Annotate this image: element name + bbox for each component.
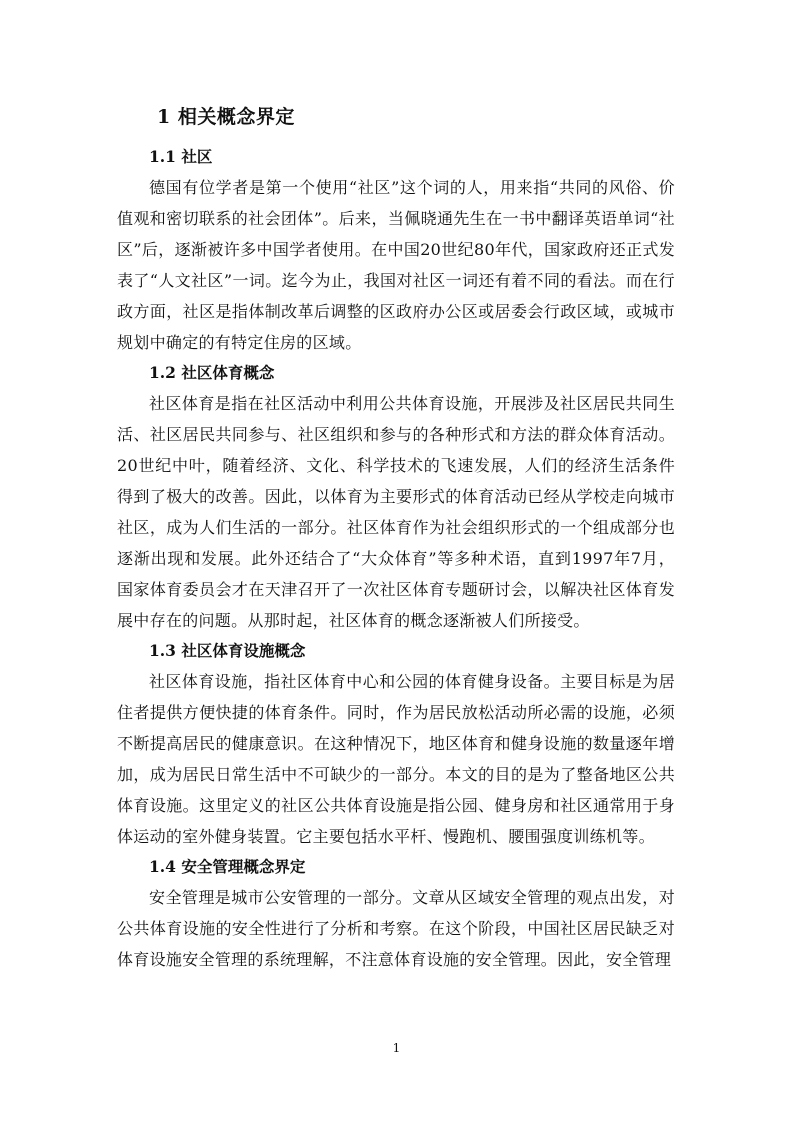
section-heading: 1.1 社区: [149, 147, 213, 166]
section-1-1: [117, 142, 675, 358]
section-1-2: [117, 358, 675, 636]
section-paragraph: 社区体育设施，指社区体育中心和公园的体育健身设备。主要目标是为居住者提供方便快捷的体育条件。同时，作为居民放松活动所必需的设施，必须不断提高居民的健康意识。在这种情况下，地区体育和健身设施的数量逐年增加，成为居民日常生活中不可缺少的一部分。本文的目的是为了整备地区公共体育设施。这里定义的社区公共体育设施是指公园、健身房和社区通常用于身体运动的室外健身装置。它主要包括水平杆、慢跑机、腰围强度训练机等。: [117, 672, 675, 846]
section-heading: 1.3 社区体育设施概念: [149, 641, 306, 660]
section-paragraph: 社区体育是指在社区活动中利用公共体育设施，开展涉及社区居民共同生活、社区居民共同参与、社区组织和参与的各种形式和方法的群众体育活动。20世纪中叶，随着经济、文化、科学技术的飞速发展，人们的经济生活条件得到了极大的改善。因此，以体育为主要形式的体育活动已经从学校走向城市社区，成为人们生活的一部分。社区体育作为社会组织形式的一个组成部分也逐渐出现和发展。此外还结合了“大众体育”等多种术语，直到1997年7月，国家体育委员会才在天津召开了一次社区体育专题研讨会，以解决社区体育发展中存在的问题。从那时起，社区体育的概念逐渐被人们所接受。: [117, 394, 675, 630]
page-number: 1: [392, 1041, 401, 1055]
section-paragraph: 安全管理是城市公安管理的一部分。文章从区域安全管理的观点出发，对公共体育设施的安全性进行了分析和考察。在这个阶段，中国社区居民缺乏对体育设施安全管理的系统理解，不注意体育设施的安全管理。因此，安全管理: [117, 888, 675, 969]
section-1-3: [117, 636, 675, 852]
section-heading: 1.2 社区体育概念: [149, 363, 275, 382]
chapter-title: 1 相关概念界定: [157, 106, 295, 128]
page-content: [117, 100, 675, 975]
section-1-4: [117, 852, 675, 975]
section-paragraph: 德国有位学者是第一个使用“社区”这个词的人，用来指“共同的风俗、价值观和密切联系的社会团体”。后来，当佩晓通先生在一书中翻译英语单词“社区”后，逐渐被许多中国学者使用。在中国20世纪80年代，国家政府还正式发表了“人文社区”一词。迄今为止，我国对社区一词还有着不同的看法。而在行政方面，社区是指体制改革后调整的区政府办公区或居委会行政区域，或城市规划中确定的有特定住房的区域。: [117, 178, 675, 352]
section-heading: 1.4 安全管理概念界定: [149, 857, 306, 876]
